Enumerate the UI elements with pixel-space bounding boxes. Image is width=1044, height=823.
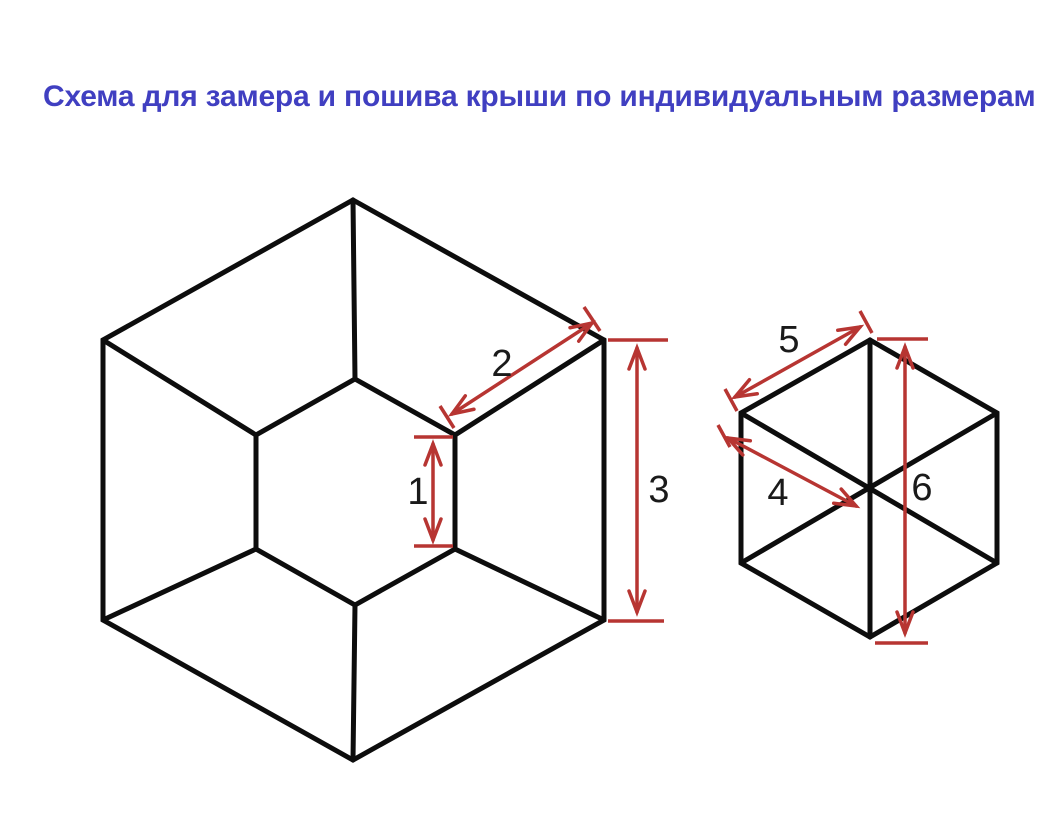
dimension-5 <box>725 311 872 411</box>
connector-edge-top <box>353 200 355 379</box>
dimension-3-label: 3 <box>648 469 670 511</box>
large-roof-diagram <box>103 200 670 760</box>
connector-edge-upper-left <box>103 340 256 435</box>
dimension-5-label: 5 <box>778 319 800 361</box>
connector-edge-upper-right <box>455 340 604 435</box>
dimension-4-tick-left <box>718 425 730 447</box>
dimension-1 <box>407 437 453 546</box>
connector-edge-lower-right <box>455 549 604 620</box>
dimension-2-tick-lower <box>440 406 454 428</box>
dimension-3 <box>608 340 670 621</box>
dimension-6-label: 6 <box>911 467 933 509</box>
dimension-5-tick-lower <box>725 389 737 411</box>
small-panel-diagram <box>718 311 997 643</box>
connector-edge-bottom <box>353 605 355 760</box>
dimension-2-label: 2 <box>491 343 513 385</box>
dimension-1-label: 1 <box>407 471 429 513</box>
dimension-4-label: 4 <box>767 472 789 514</box>
connector-edge-lower-left <box>103 549 256 620</box>
dimension-5-tick-upper <box>860 311 872 333</box>
page-title: Схема для замера и пошива крыши по индивидуальным размерам <box>43 80 1036 113</box>
dimension-6 <box>875 339 933 643</box>
dimension-2-arrow <box>452 323 592 414</box>
